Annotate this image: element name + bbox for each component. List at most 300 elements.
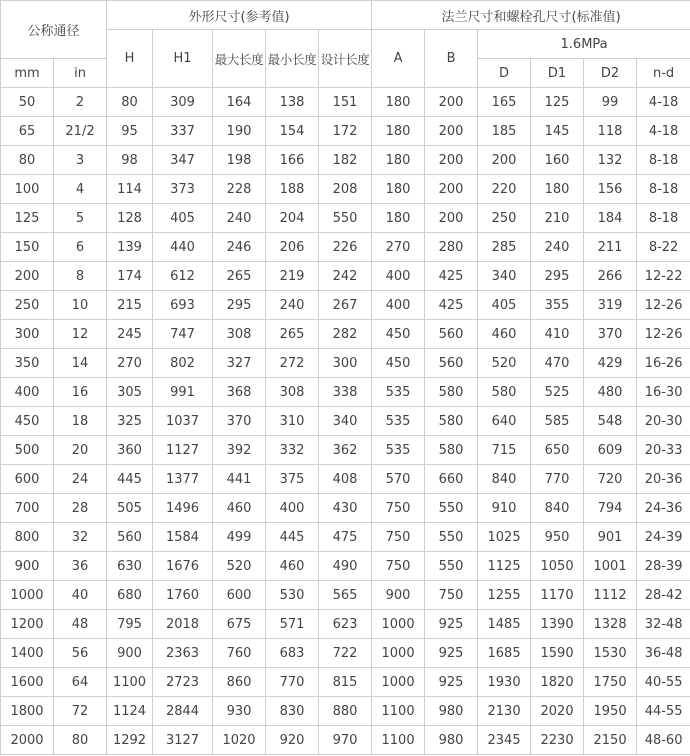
table-cell: 300	[1, 320, 54, 349]
table-cell: 305	[107, 378, 153, 407]
table-cell: 32	[54, 523, 107, 552]
table-cell: 295	[531, 262, 584, 291]
table-cell: 980	[425, 697, 478, 726]
table-cell: 392	[213, 436, 266, 465]
table-cell: 1170	[531, 581, 584, 610]
table-cell: 475	[319, 523, 372, 552]
table-cell: 840	[531, 494, 584, 523]
table-cell: 445	[107, 465, 153, 494]
table-cell: 2723	[153, 668, 213, 697]
table-cell: 24	[54, 465, 107, 494]
table-cell: 550	[425, 494, 478, 523]
table-cell: 1400	[1, 639, 54, 668]
table-cell: 350	[1, 349, 54, 378]
table-row	[1, 523, 690, 552]
table-cell: 204	[266, 204, 319, 233]
table-row	[1, 552, 690, 581]
table-cell: 154	[266, 117, 319, 146]
table-cell: 1200	[1, 610, 54, 639]
table-cell: 920	[266, 726, 319, 755]
table-cell: 250	[1, 291, 54, 320]
table-cell: 48	[54, 610, 107, 639]
table-cell: 722	[319, 639, 372, 668]
table-cell: 200	[425, 117, 478, 146]
table-cell: 1124	[107, 697, 153, 726]
table-cell: 8-18	[637, 175, 690, 204]
table-cell: 1112	[584, 581, 637, 610]
table-cell: 246	[213, 233, 266, 262]
table-cell: 165	[478, 88, 531, 117]
col-B-header: B	[425, 30, 478, 88]
table-cell: 1530	[584, 639, 637, 668]
nominal-diameter-header: 公称通径	[1, 1, 107, 59]
table-cell: 48-60	[637, 726, 690, 755]
table-cell: 2345	[478, 726, 531, 755]
table-cell: 1127	[153, 436, 213, 465]
table-row	[1, 262, 690, 291]
table-cell: 535	[372, 407, 425, 436]
table-cell: 240	[213, 204, 266, 233]
table-cell: 185	[478, 117, 531, 146]
table-cell: 309	[153, 88, 213, 117]
table-cell: 2230	[531, 726, 584, 755]
table-cell: 925	[425, 639, 478, 668]
table-cell: 580	[425, 407, 478, 436]
table-cell: 1292	[107, 726, 153, 755]
table-cell: 12-26	[637, 320, 690, 349]
table-cell: 530	[266, 581, 319, 610]
table-cell: 12-22	[637, 262, 690, 291]
table-cell: 925	[425, 668, 478, 697]
header-row-1	[1, 1, 690, 30]
table-cell: 715	[478, 436, 531, 465]
table-cell: 1930	[478, 668, 531, 697]
table-row	[1, 407, 690, 436]
table-cell: 1584	[153, 523, 213, 552]
col-D2-header: D2	[584, 59, 637, 88]
table-cell: 332	[266, 436, 319, 465]
table-cell: 36-48	[637, 639, 690, 668]
table-cell: 242	[319, 262, 372, 291]
table-cell: 100	[1, 175, 54, 204]
table-cell: 375	[266, 465, 319, 494]
table-row	[1, 233, 690, 262]
table-cell: 206	[266, 233, 319, 262]
table-cell: 180	[531, 175, 584, 204]
table-cell: 139	[107, 233, 153, 262]
table-cell: 408	[319, 465, 372, 494]
table-cell: 405	[478, 291, 531, 320]
table-cell: 200	[425, 146, 478, 175]
table-cell: 3	[54, 146, 107, 175]
table-cell: 815	[319, 668, 372, 697]
table-cell: 340	[319, 407, 372, 436]
table-cell: 184	[584, 204, 637, 233]
table-cell: 400	[372, 262, 425, 291]
table-cell: 267	[319, 291, 372, 320]
table-cell: 114	[107, 175, 153, 204]
table-cell: 460	[213, 494, 266, 523]
table-cell: 182	[319, 146, 372, 175]
table-cell: 1820	[531, 668, 584, 697]
table-cell: 32-48	[637, 610, 690, 639]
table-cell: 128	[107, 204, 153, 233]
table-cell: 571	[266, 610, 319, 639]
table-cell: 64	[54, 668, 107, 697]
table-cell: 680	[107, 581, 153, 610]
table-cell: 20	[54, 436, 107, 465]
col-max-length-header: 最大长度	[213, 30, 266, 88]
table-cell: 360	[107, 436, 153, 465]
table-cell: 240	[531, 233, 584, 262]
table-cell: 970	[319, 726, 372, 755]
table-row	[1, 88, 690, 117]
table-cell: 794	[584, 494, 637, 523]
table-cell: 520	[213, 552, 266, 581]
table-cell: 180	[372, 146, 425, 175]
table-row	[1, 349, 690, 378]
table-cell: 265	[266, 320, 319, 349]
table-cell: 24-36	[637, 494, 690, 523]
table-cell: 180	[372, 88, 425, 117]
table-cell: 1676	[153, 552, 213, 581]
table-cell: 580	[478, 378, 531, 407]
table-cell: 1390	[531, 610, 584, 639]
table-cell: 930	[213, 697, 266, 726]
table-cell: 80	[1, 146, 54, 175]
table-cell: 1001	[584, 552, 637, 581]
table-cell: 160	[531, 146, 584, 175]
table-body	[1, 88, 690, 755]
table-cell: 880	[319, 697, 372, 726]
table-cell: 125	[531, 88, 584, 117]
table-cell: 1100	[372, 726, 425, 755]
table-cell: 750	[372, 523, 425, 552]
table-cell: 480	[584, 378, 637, 407]
table-cell: 612	[153, 262, 213, 291]
table-cell: 337	[153, 117, 213, 146]
table-cell: 410	[531, 320, 584, 349]
table-cell: 802	[153, 349, 213, 378]
table-cell: 210	[531, 204, 584, 233]
table-cell: 2363	[153, 639, 213, 668]
table-cell: 308	[266, 378, 319, 407]
table-cell: 910	[478, 494, 531, 523]
table-cell: 1685	[478, 639, 531, 668]
table-cell: 219	[266, 262, 319, 291]
table-cell: 200	[478, 146, 531, 175]
table-cell: 265	[213, 262, 266, 291]
table-cell: 660	[425, 465, 478, 494]
table-cell: 440	[153, 233, 213, 262]
table-cell: 1760	[153, 581, 213, 610]
table-cell: 675	[213, 610, 266, 639]
table-row	[1, 668, 690, 697]
table-cell: 770	[531, 465, 584, 494]
table-cell: 1000	[372, 639, 425, 668]
table-cell: 747	[153, 320, 213, 349]
table-cell: 164	[213, 88, 266, 117]
table-cell: 1000	[372, 610, 425, 639]
table-cell: 373	[153, 175, 213, 204]
table-cell: 18	[54, 407, 107, 436]
flange-dimensions-header: 法兰尺寸和螺栓孔尺寸(标准值)	[372, 1, 690, 30]
table-cell: 1025	[478, 523, 531, 552]
table-cell: 623	[319, 610, 372, 639]
table-cell: 1750	[584, 668, 637, 697]
table-row	[1, 117, 690, 146]
table-row	[1, 639, 690, 668]
table-cell: 795	[107, 610, 153, 639]
table-cell: 1000	[372, 668, 425, 697]
table-cell: 188	[266, 175, 319, 204]
table-cell: 310	[266, 407, 319, 436]
col-mm-header: mm	[1, 59, 54, 88]
table-cell: 1800	[1, 697, 54, 726]
table-cell: 1255	[478, 581, 531, 610]
table-row	[1, 175, 690, 204]
table-cell: 800	[1, 523, 54, 552]
table-cell: 80	[54, 726, 107, 755]
table-cell: 900	[107, 639, 153, 668]
table-cell: 640	[478, 407, 531, 436]
table-cell: 609	[584, 436, 637, 465]
table-cell: 840	[478, 465, 531, 494]
table-cell: 118	[584, 117, 637, 146]
table-cell: 280	[425, 233, 478, 262]
table-cell: 151	[319, 88, 372, 117]
col-H1-header: H1	[153, 30, 213, 88]
table-cell: 750	[425, 581, 478, 610]
table-cell: 1125	[478, 552, 531, 581]
table-cell: 95	[107, 117, 153, 146]
table-cell: 40-55	[637, 668, 690, 697]
table-cell: 2020	[531, 697, 584, 726]
table-cell: 5	[54, 204, 107, 233]
table-cell: 1485	[478, 610, 531, 639]
outline-dimensions-header: 外形尺寸(参考值)	[107, 1, 372, 30]
table-cell: 8-18	[637, 146, 690, 175]
table-cell: 28-39	[637, 552, 690, 581]
table-cell: 190	[213, 117, 266, 146]
table-cell: 650	[531, 436, 584, 465]
col-D1-header: D1	[531, 59, 584, 88]
table-cell: 65	[1, 117, 54, 146]
table-cell: 282	[319, 320, 372, 349]
table-cell: 630	[107, 552, 153, 581]
table-cell: 760	[213, 639, 266, 668]
table-cell: 28	[54, 494, 107, 523]
table-cell: 145	[531, 117, 584, 146]
table-cell: 285	[478, 233, 531, 262]
table-cell: 340	[478, 262, 531, 291]
table-cell: 245	[107, 320, 153, 349]
table-row	[1, 378, 690, 407]
table-cell: 4	[54, 175, 107, 204]
table-cell: 1100	[107, 668, 153, 697]
table-cell: 4-18	[637, 117, 690, 146]
table-cell: 1020	[213, 726, 266, 755]
table-cell: 4-18	[637, 88, 690, 117]
table-cell: 180	[372, 204, 425, 233]
table-cell: 525	[531, 378, 584, 407]
table-cell: 460	[478, 320, 531, 349]
table-cell: 750	[372, 552, 425, 581]
table-cell: 425	[425, 262, 478, 291]
table-cell: 138	[266, 88, 319, 117]
table-cell: 240	[266, 291, 319, 320]
table-cell: 1000	[1, 581, 54, 610]
table-cell: 2130	[478, 697, 531, 726]
table-cell: 270	[372, 233, 425, 262]
table-cell: 445	[266, 523, 319, 552]
table-cell: 720	[584, 465, 637, 494]
table-cell: 505	[107, 494, 153, 523]
table-cell: 470	[531, 349, 584, 378]
table-row	[1, 204, 690, 233]
table-cell: 550	[425, 552, 478, 581]
table-cell: 700	[1, 494, 54, 523]
table-cell: 450	[372, 349, 425, 378]
table-row	[1, 726, 690, 755]
table-cell: 450	[372, 320, 425, 349]
table-cell: 300	[319, 349, 372, 378]
table-cell: 405	[153, 204, 213, 233]
table-row	[1, 146, 690, 175]
table-cell: 200	[425, 88, 478, 117]
table-cell: 156	[584, 175, 637, 204]
table-cell: 900	[1, 552, 54, 581]
col-design-length-header: 设计长度	[319, 30, 372, 88]
table-cell: 400	[266, 494, 319, 523]
table-cell: 1590	[531, 639, 584, 668]
table-cell: 20-33	[637, 436, 690, 465]
table-cell: 12-26	[637, 291, 690, 320]
col-min-length-header: 最小长度	[266, 30, 319, 88]
table-cell: 172	[319, 117, 372, 146]
table-cell: 355	[531, 291, 584, 320]
table-cell: 44-55	[637, 697, 690, 726]
table-cell: 600	[1, 465, 54, 494]
table-cell: 683	[266, 639, 319, 668]
table-cell: 211	[584, 233, 637, 262]
pressure-header: 1.6MPa	[478, 30, 690, 59]
table-cell: 1600	[1, 668, 54, 697]
table-cell: 1050	[531, 552, 584, 581]
table-cell: 580	[425, 436, 478, 465]
table-cell: 98	[107, 146, 153, 175]
table-cell: 20-36	[637, 465, 690, 494]
table-cell: 266	[584, 262, 637, 291]
table-cell: 450	[1, 407, 54, 436]
table-cell: 1100	[372, 697, 425, 726]
table-cell: 560	[425, 349, 478, 378]
table-cell: 200	[425, 175, 478, 204]
table-row	[1, 291, 690, 320]
table-row	[1, 465, 690, 494]
table-cell: 570	[372, 465, 425, 494]
table-cell: 2000	[1, 726, 54, 755]
table-cell: 429	[584, 349, 637, 378]
table-cell: 362	[319, 436, 372, 465]
table-row	[1, 320, 690, 349]
table-cell: 2150	[584, 726, 637, 755]
table-cell: 36	[54, 552, 107, 581]
table-cell: 460	[266, 552, 319, 581]
table-cell: 950	[531, 523, 584, 552]
table-cell: 750	[372, 494, 425, 523]
table-cell: 2844	[153, 697, 213, 726]
table-cell: 2018	[153, 610, 213, 639]
table-cell: 441	[213, 465, 266, 494]
table-cell: 250	[478, 204, 531, 233]
table-cell: 3127	[153, 726, 213, 755]
table-cell: 368	[213, 378, 266, 407]
table-cell: 56	[54, 639, 107, 668]
table-cell: 215	[107, 291, 153, 320]
table-cell: 499	[213, 523, 266, 552]
table-cell: 430	[319, 494, 372, 523]
table-cell: 1328	[584, 610, 637, 639]
table-cell: 220	[478, 175, 531, 204]
table-cell: 40	[54, 581, 107, 610]
table-cell: 600	[213, 581, 266, 610]
col-A-header: A	[372, 30, 425, 88]
table-cell: 900	[372, 581, 425, 610]
table-cell: 132	[584, 146, 637, 175]
table-cell: 319	[584, 291, 637, 320]
table-cell: 520	[478, 349, 531, 378]
table-row	[1, 494, 690, 523]
table-cell: 500	[1, 436, 54, 465]
table-cell: 99	[584, 88, 637, 117]
table-cell: 327	[213, 349, 266, 378]
table-cell: 24-39	[637, 523, 690, 552]
table-row	[1, 610, 690, 639]
table-cell: 560	[107, 523, 153, 552]
table-cell: 6	[54, 233, 107, 262]
table-cell: 125	[1, 204, 54, 233]
table-cell: 550	[319, 204, 372, 233]
table-cell: 370	[213, 407, 266, 436]
table-cell: 16	[54, 378, 107, 407]
table-row	[1, 581, 690, 610]
table-cell: 8	[54, 262, 107, 291]
table-cell: 14	[54, 349, 107, 378]
table-cell: 580	[425, 378, 478, 407]
table-cell: 347	[153, 146, 213, 175]
table-cell: 166	[266, 146, 319, 175]
table-cell: 208	[319, 175, 372, 204]
table-cell: 16-26	[637, 349, 690, 378]
table-cell: 180	[372, 175, 425, 204]
table-cell: 338	[319, 378, 372, 407]
table-cell: 490	[319, 552, 372, 581]
table-cell: 50	[1, 88, 54, 117]
table-cell: 535	[372, 378, 425, 407]
table-cell: 180	[372, 117, 425, 146]
table-cell: 198	[213, 146, 266, 175]
table-cell: 80	[107, 88, 153, 117]
table-cell: 1377	[153, 465, 213, 494]
table-cell: 550	[425, 523, 478, 552]
table-cell: 8-22	[637, 233, 690, 262]
table-cell: 200	[1, 262, 54, 291]
table-cell: 16-30	[637, 378, 690, 407]
table-row	[1, 697, 690, 726]
table-row	[1, 436, 690, 465]
table-cell: 980	[425, 726, 478, 755]
